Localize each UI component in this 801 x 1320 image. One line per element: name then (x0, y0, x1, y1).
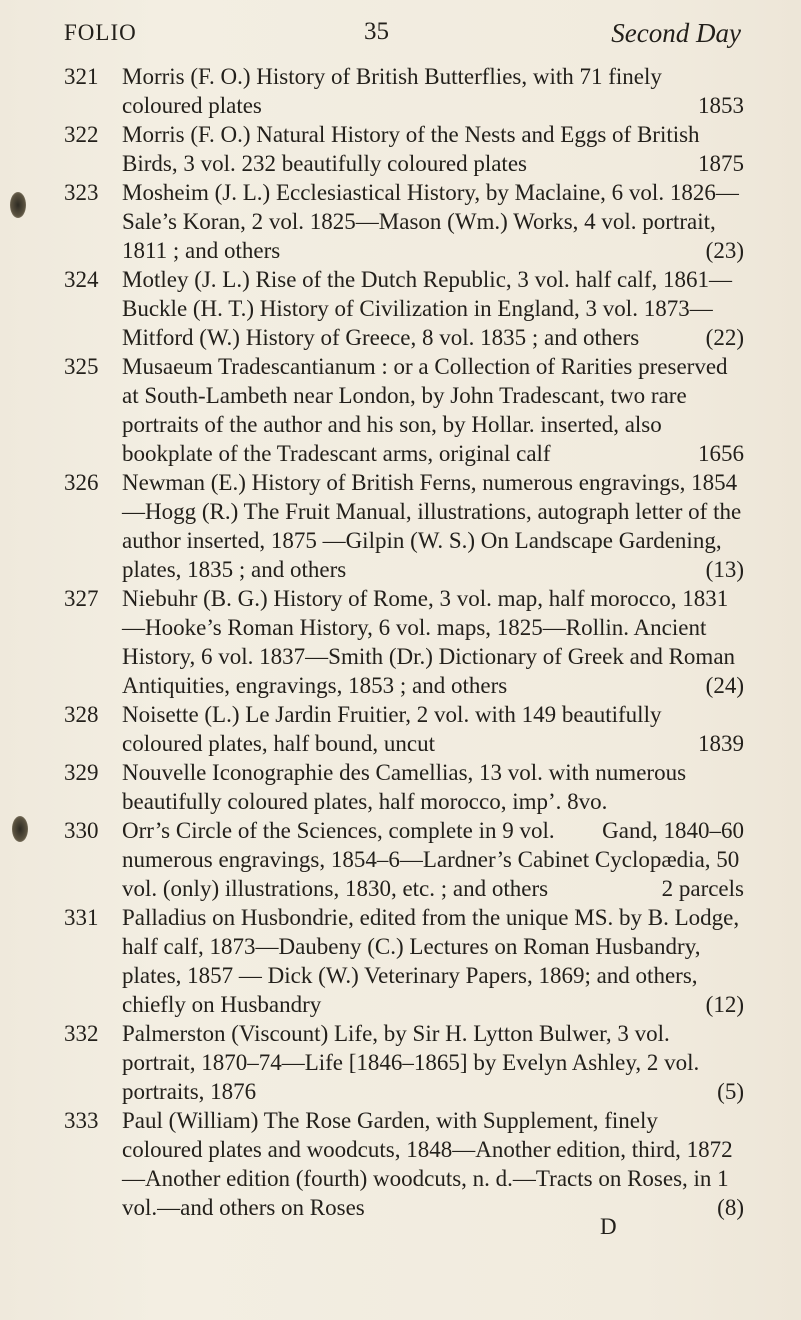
lot-entry (64, 178, 744, 265)
page-header (64, 14, 741, 54)
lot-entry (64, 584, 744, 700)
lot-entry (64, 1019, 744, 1106)
lot-description: Palmerston (Viscount) Life, by Sir H. Lytton Bulwer, 3 vol. portrait, 1870–74—Life [1846–1865] by Evelyn Ashley, 2 vol. portraits, 1876 (122, 1021, 700, 1104)
lot-entry (64, 352, 744, 468)
lot-entry (64, 700, 744, 758)
lot-description: Nouvelle Iconographie des Camellias, 13 vol. with numerous beautifully coloured plates, half morocco, imp’. 8vo. (122, 760, 687, 814)
header-page-number: 35 (364, 18, 389, 45)
lot-description: Noisette (L.) Le Jardin Fruitier, 2 vol. with 149 beautifully coloured plates, half bound, uncut (122, 702, 662, 756)
lot-description: Musaeum Tradescantianum : or a Collection of Rarities preserved at South-Lambeth near London, by John Tradescant, two rare portraits of the author and his son, by Hollar. inserted, also bookplate of the Tradescant arms, original calf (122, 354, 728, 466)
lot-entry (64, 468, 744, 584)
lot-description: Morris (F. O.) Natural History of the Nests and Eggs of British Birds, 3 vol. 232 beautifully coloured plates (122, 122, 700, 176)
lot-date: 1656 (698, 441, 744, 466)
lot-count: (13) (705, 557, 744, 582)
lot-number: 326 (64, 470, 99, 495)
lot-count: (24) (705, 673, 744, 698)
lot-description: Motley (J. L.) Rise of the Dutch Republic, 3 vol. half calf, 1861—Buckle (H. T.) History of Civilization in England, 3 vol. 1873—Mitford (W.) History of Greece, 8 vol. 1835 ; and others (122, 267, 733, 350)
lot-number: 322 (64, 122, 99, 147)
header-folio: FOLIO (64, 20, 137, 45)
lot-number: 329 (64, 760, 99, 785)
lot-number: 330 (64, 818, 99, 843)
lot-count: (23) (705, 238, 744, 263)
signature-mark: D (600, 1214, 617, 1239)
lot-entry (64, 265, 744, 352)
lot-count: (22) (705, 325, 744, 350)
lot-entry (64, 120, 744, 178)
lot-number: 332 (64, 1021, 99, 1046)
binding-hole-bottom (12, 816, 28, 842)
header-section-title: Second Day (611, 18, 741, 48)
lot-number: 325 (64, 354, 99, 379)
lot-date: 1853 (698, 93, 744, 118)
lot-entry (64, 816, 744, 903)
lot-description: Mosheim (J. L.) Ecclesiastical History, by Maclaine, 6 vol. 1826—Sale’s Koran, 2 vol. 1825—Mason (Wm.) Works, 4 vol. portrait, 1811 ; and others (122, 180, 739, 263)
lot-description: Niebuhr (B. G.) History of Rome, 3 vol. map, half morocco, 1831—Hooke’s Roman History, 6 vol. maps, 1825—Rollin. Ancient History, 6 vol. 1837—Smith (Dr.) Dictionary of Greek and Roman Antiquities, engravings, 1853 ; and others (122, 586, 736, 698)
lot-number: 323 (64, 180, 99, 205)
lot-description: Paul (William) The Rose Garden, with Supplement, finely coloured plates and woodcuts, 1848—Another edition, third, 1872—Another edition (fourth) woodcuts, n. d.—Tracts on Roses, in 1 vol.—and others on Roses (122, 1108, 733, 1220)
lot-count: (12) (705, 992, 744, 1017)
lot-number: 331 (64, 905, 99, 930)
lot-entry (64, 903, 744, 1019)
lot-description: Palladius on Husbondrie, edited from the unique MS. by B. Lodge, half calf, 1873—Daubeny (C.) Lectures on Roman Husbandry, plates, 1857 — Dick (W.) Veterinary Papers, 1869; and others, chiefly on Husbandry (122, 905, 740, 1017)
lot-number: 333 (64, 1108, 99, 1133)
lot-date: 1875 (698, 151, 744, 176)
lot-entry (64, 1106, 744, 1222)
binding-hole-top (10, 192, 26, 218)
lot-count: (5) (717, 1079, 744, 1104)
lot-list (64, 62, 744, 1222)
lot-number: 324 (64, 267, 99, 292)
lot-number: 327 (64, 586, 99, 611)
lot-count: 2 parcels (661, 876, 744, 901)
lot-entry (64, 62, 744, 120)
lot-count: (8) (717, 1195, 744, 1220)
lot-description: Orr’s Circle of the Sciences, complete in 9 vol. numerous engravings, 1854–6—Lardner’s Cabinet Cyclopædia, 50 vol. (only) illustrations, 1830, etc. ; and others (122, 818, 740, 901)
lot-date: 1839 (698, 731, 744, 756)
lot-description: Morris (F. O.) History of British Butterflies, with 71 finely coloured plates (122, 64, 662, 118)
lot-number: 321 (64, 64, 99, 89)
lot-date: Gand, 1840–60 (602, 818, 744, 843)
lot-number: 328 (64, 702, 99, 727)
lot-description: Newman (E.) History of British Ferns, numerous engravings, 1854—Hogg (R.) The Fruit Manual, illustrations, autograph letter of the author inserted, 1875 —Gilpin (W. S.) On Landscape Gardening, plates, 1835 ; and others (122, 470, 742, 582)
